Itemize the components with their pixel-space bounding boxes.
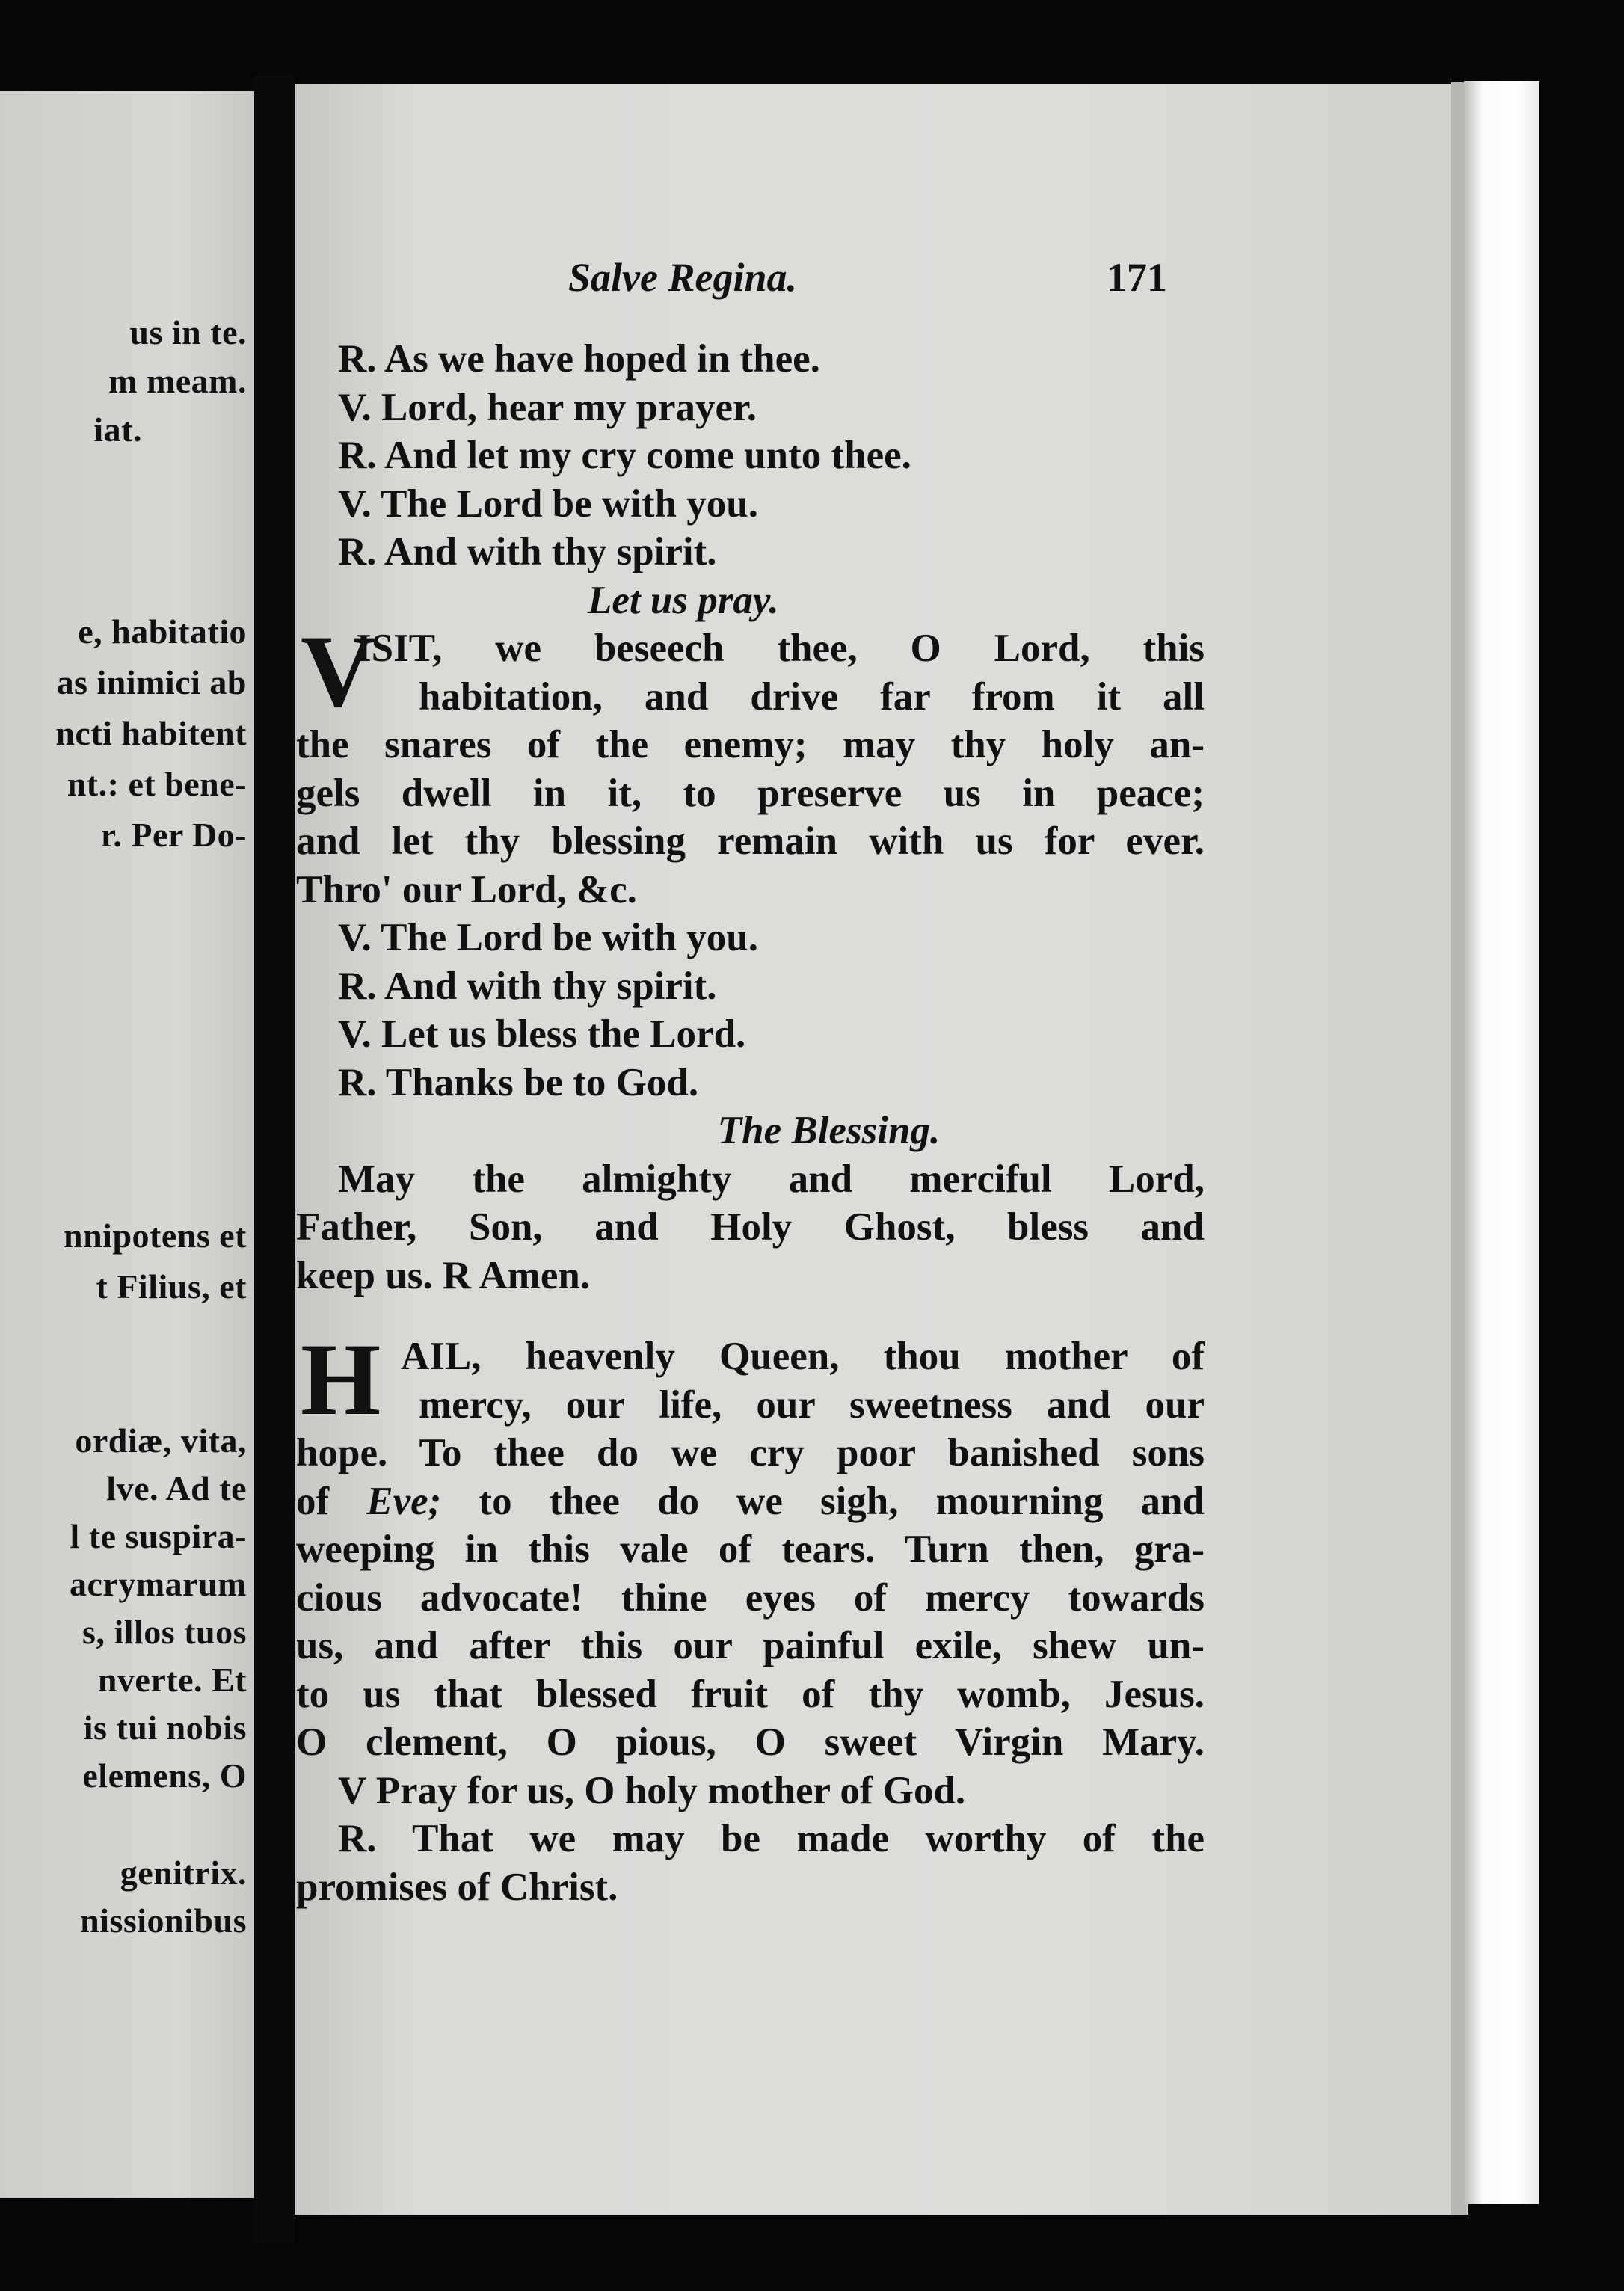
versicle-line: R. As we have hoped in thee. [338,337,820,381]
collect-line: gels dwell in it, to preserve us in peace; [296,771,1205,815]
collect-line: Thro' our Lord, &c. [296,867,637,911]
salve-line: us, and after this our painful exile, shew un- [296,1624,1205,1667]
page-edges [1464,81,1539,2204]
salve-line: hope. To thee do we cry poor banished sons [296,1431,1205,1474]
left-fragment: m meam. [108,362,247,400]
collect-line: ISIT, we beseech thee, O Lord, this [356,627,1205,670]
running-title: Salve Regina. [568,255,797,300]
versicle-line: V. Let us bless the Lord. [338,1012,746,1056]
versicle-line: R. And with thy spirit. [338,964,717,1008]
versicle-line: promises of Christ. [296,1865,618,1909]
collect-line: habitation, and drive far from it all [419,674,1205,719]
facing-page-left [0,91,254,2198]
salve-line: O clement, O pious, O sweet Virgin Mary. [296,1720,1205,1764]
salve-line-part: to thee do we sigh, mourning and [441,1479,1205,1523]
salve-line: mercy, our life, our sweetness and our [419,1383,1205,1427]
salve-line: weeping in this vale of tears. Turn then, gra- [296,1528,1205,1571]
left-fragment: us in te. [129,313,247,351]
salve-line: to us that blessed fruit of thy womb, Jesus. [296,1672,1205,1716]
left-fragment: genitrix. [120,1854,247,1892]
salve-line-part: of [296,1479,367,1523]
collect-paragraph [296,614,1205,914]
versicle-line: V Pray for us, O holy mother of God. [338,1768,966,1812]
left-fragment: acrymarum [70,1565,247,1603]
running-header [269,254,1204,307]
left-fragment: r. Per Do- [100,816,247,854]
drop-cap: H [301,1322,381,1436]
left-fragment: l te suspira- [70,1517,247,1555]
versicle-line: V. The Lord be with you. [338,482,759,526]
left-fragment: nnipotens et [64,1217,247,1255]
left-fragment: s, illos tuos [82,1613,247,1651]
left-fragment: is tui nobis [83,1709,247,1747]
versicle-line: V. The Lord be with you. [338,916,759,959]
left-fragment: t Filius, et [96,1267,247,1306]
left-fragment: iat. [93,410,142,449]
heading-the-blessing: The Blessing. [717,1109,941,1152]
book-gutter [254,75,295,2243]
salve-line [296,1477,1205,1526]
versicle-line: R. Thanks be to God. [338,1060,699,1104]
left-fragment: lve. Ad te [106,1469,247,1507]
heading-let-us-pray: Let us pray. [588,578,779,622]
versicle-line: V. Lord, hear my prayer. [338,385,757,429]
left-fragment: ordiæ, vita, [75,1421,247,1460]
left-fragment: as inimici ab [56,663,247,701]
versicle-line: R. That we may be made worthy of the [338,1817,1205,1860]
collect-line: the snares of the enemy; may thy holy an- [296,723,1205,766]
blessing-line: May the almighty and merciful Lord, [338,1157,1205,1201]
page-number: 171 [1107,255,1167,300]
left-fragment: elemens, O [82,1756,247,1795]
salve-line: AIL, heavenly Queen, thou mother of [401,1335,1205,1378]
versicle-line: R. And let my cry come unto thee. [338,434,911,477]
left-fragment: e, habitatio [78,612,247,651]
left-fragment: nissionibus [80,1901,247,1940]
drop-cap: V [301,614,375,728]
left-fragment: ncti habitent [55,714,247,752]
left-fragment: nt.: et bene- [67,765,247,803]
collect-line: and let thy blessing remain with us for ever. [296,819,1205,863]
salve-line: cious advocate! thine eyes of mercy towards [296,1575,1205,1620]
left-fragment: nverte. Et [97,1661,247,1699]
page-body [296,335,1205,1911]
blessing-line: Father, Son, and Holy Ghost, bless and [296,1205,1205,1249]
salve-line-italic: Eve; [366,1479,442,1523]
blessing-line: keep us. R Amen. [296,1253,591,1297]
versicle-line: R. And with thy spirit. [338,530,717,573]
salve-paragraph [296,1322,1205,1767]
